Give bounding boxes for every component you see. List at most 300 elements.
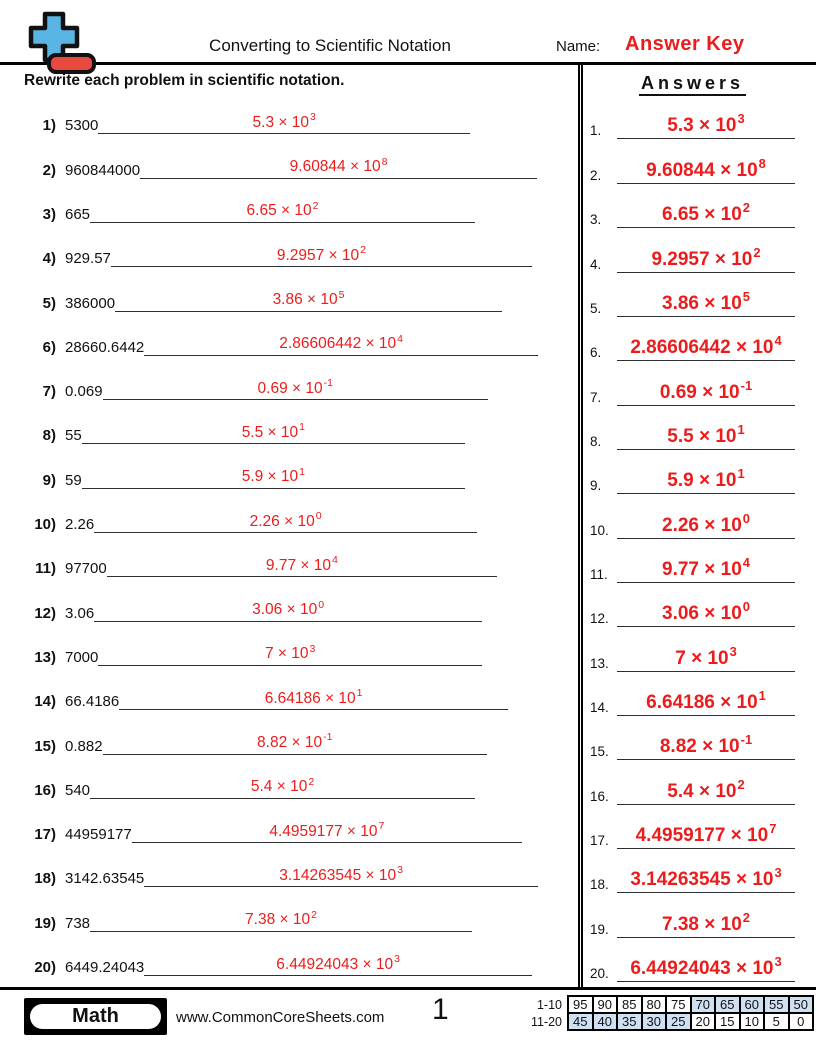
problem-row	[24, 367, 578, 411]
problems-column	[0, 65, 578, 987]
answer-number: 5.	[590, 300, 602, 316]
answer-blank-line	[617, 859, 795, 893]
answer-base: 2.26 × 10	[662, 514, 742, 536]
instruction-text: Rewrite each problem in scientific notation.	[24, 72, 345, 89]
answer-base: 6.64186 × 10	[264, 689, 356, 707]
answer-exponent: 1	[737, 466, 745, 482]
grade-cell: 75	[666, 996, 691, 1013]
answer-exponent: -1	[323, 377, 333, 390]
answer-exponent: 3	[774, 865, 782, 881]
answer-base: 7 × 10	[264, 645, 309, 663]
main-content	[0, 62, 816, 987]
answer-base: 5.4 × 10	[250, 778, 308, 796]
answer-exponent: 3	[309, 111, 316, 124]
answer-number: 20.	[590, 966, 609, 981]
answer-number: 16.	[590, 788, 609, 804]
answer-row	[590, 677, 795, 721]
problem-row	[24, 411, 578, 455]
answer-value	[662, 599, 750, 626]
answer-blank-line	[617, 815, 795, 849]
problem-row	[24, 854, 578, 898]
problem-number: 8)	[42, 427, 56, 445]
problem-number: 6)	[42, 338, 56, 356]
answer-exponent: 1	[737, 421, 745, 437]
answer-blank-line	[617, 416, 795, 450]
grade-cell: 60	[740, 996, 765, 1013]
answer-base: 2.86606442 × 10	[279, 335, 397, 353]
answer-blank-line	[90, 902, 472, 932]
subject-badge	[24, 998, 167, 1035]
answer-base: 7.38 × 10	[662, 913, 742, 935]
answer-exponent: 5	[742, 288, 750, 304]
answer-exponent: 1	[356, 687, 363, 700]
answer-blank-line	[119, 680, 508, 710]
answer-base: 4.4959177 × 10	[635, 824, 769, 846]
answer-base: 9.60844 × 10	[646, 159, 758, 181]
commoncoresheets-logo	[18, 10, 98, 81]
problem-row	[24, 455, 578, 499]
problem-value: 3.06	[65, 604, 95, 622]
problem-number: 3)	[42, 205, 56, 223]
grade-cell: 55	[764, 996, 789, 1013]
problem-row	[24, 943, 578, 987]
answer-value	[651, 244, 761, 272]
answer-blank-line	[144, 857, 538, 887]
answer-number: 2.	[590, 167, 602, 183]
minus-icon	[49, 55, 94, 72]
answer-exponent: 2	[742, 200, 750, 216]
answers-title: Answers	[639, 73, 746, 96]
answer-value	[662, 909, 750, 937]
answer-blank-line	[107, 547, 497, 577]
answer-blank-line	[617, 948, 795, 982]
answer-number: 15.	[590, 744, 609, 760]
problem-row	[24, 234, 578, 278]
problem-number: 13)	[34, 648, 56, 666]
answer-base: 6.44924043 × 10	[630, 958, 774, 979]
answer-value	[667, 421, 745, 449]
header	[0, 0, 816, 62]
answer-base: 3.14263545 × 10	[279, 866, 397, 884]
answer-number: 12.	[590, 611, 609, 627]
answer-base: 5.5 × 10	[241, 423, 299, 441]
answer-exponent: 2	[737, 776, 745, 792]
answer-exponent: 3	[737, 111, 745, 127]
answer-exponent: 2	[312, 199, 319, 212]
answer-row	[590, 588, 795, 632]
answer-exponent: 4	[774, 333, 782, 349]
grade-cell: 10	[740, 1013, 765, 1030]
answer-number: 18.	[590, 877, 609, 893]
problem-row	[24, 190, 578, 234]
problems-list	[24, 101, 578, 987]
problem-row	[24, 898, 578, 942]
written-answer	[252, 598, 325, 621]
problem-value: 66.4186	[65, 693, 120, 711]
answer-row	[590, 411, 795, 455]
answer-base: 8.82 × 10	[257, 734, 323, 752]
problem-value: 59	[65, 471, 82, 489]
written-answer	[265, 554, 338, 577]
answer-blank-line	[98, 636, 482, 666]
answer-blank-line	[132, 813, 522, 843]
problem-number: 12)	[34, 604, 56, 622]
answer-row	[590, 322, 795, 366]
answer-blank-line	[82, 459, 465, 489]
answer-base: 5.9 × 10	[667, 470, 737, 492]
problem-row	[24, 721, 578, 765]
grade-cell: 35	[617, 1013, 642, 1030]
problem-number: 2)	[42, 161, 56, 179]
problem-row	[24, 677, 578, 721]
answer-value	[630, 333, 782, 360]
answer-blank-line	[111, 237, 532, 267]
answer-base: 7 × 10	[675, 647, 729, 669]
answer-exponent: 8	[758, 155, 766, 171]
problem-number: 10)	[34, 516, 56, 534]
problem-number: 18)	[34, 870, 56, 888]
answer-exponent: 1	[299, 421, 305, 434]
answer-blank-line	[103, 370, 488, 400]
answer-base: 9.77 × 10	[662, 558, 742, 580]
answer-exponent: -1	[323, 731, 333, 744]
grade-cell: 40	[593, 1013, 618, 1030]
answer-row	[590, 278, 795, 322]
answer-base: 4.4959177 × 10	[269, 822, 378, 840]
written-answer	[246, 199, 319, 222]
answer-exponent: 2	[311, 908, 317, 921]
answer-blank-line	[94, 503, 477, 533]
page-number: 1	[432, 993, 449, 1026]
grade-row-label: 1-10	[536, 997, 562, 1012]
answer-base: 6.65 × 10	[662, 204, 742, 226]
answer-row	[590, 455, 795, 499]
grade-cell: 50	[789, 996, 814, 1013]
answer-exponent: 7	[769, 820, 777, 836]
answer-number: 1.	[590, 123, 602, 139]
answer-exponent: 0	[318, 598, 325, 611]
answer-exponent: 2	[360, 244, 367, 257]
answer-base: 6.65 × 10	[246, 202, 312, 220]
answer-exponent: 2	[308, 775, 315, 788]
written-answer	[257, 731, 333, 754]
answer-base: 5.3 × 10	[252, 113, 309, 131]
answer-blank-line	[617, 327, 795, 361]
problem-row	[24, 810, 578, 854]
answer-number: 9.	[590, 478, 602, 494]
page-title: Converting to Scientific Notation	[209, 36, 451, 55]
answer-value	[630, 954, 782, 981]
problem-number: 1)	[42, 117, 56, 135]
answer-blank-line	[115, 282, 502, 312]
problem-number: 14)	[34, 693, 56, 711]
answers-column	[578, 65, 816, 987]
answer-blank-line	[144, 946, 532, 976]
answer-base: 3.06 × 10	[252, 601, 318, 619]
answer-blank-line	[617, 194, 795, 228]
answer-value	[662, 200, 750, 227]
answer-base: 5.9 × 10	[241, 468, 299, 486]
answer-base: 2.26 × 10	[249, 512, 315, 530]
website-url: www.CommonCoreSheets.com	[176, 1009, 385, 1026]
problem-row	[24, 633, 578, 677]
answer-blank-line	[617, 372, 795, 406]
answer-exponent: -1	[740, 732, 753, 748]
grade-cell: 15	[715, 1013, 740, 1030]
answer-row	[590, 100, 795, 144]
answer-row	[590, 765, 795, 809]
answer-exponent: 4	[397, 332, 403, 345]
written-answer	[279, 864, 403, 887]
answer-number: 7.	[590, 389, 602, 405]
answer-value	[667, 466, 745, 493]
answer-value	[659, 377, 753, 405]
answer-value	[667, 776, 745, 804]
answer-exponent: 3	[394, 952, 400, 965]
answer-number: 8.	[590, 433, 602, 449]
grade-cell: 0	[789, 1013, 814, 1030]
answer-blank-line	[103, 725, 487, 755]
answer-blank-line	[617, 505, 795, 539]
answer-blank-line	[617, 904, 795, 938]
answer-blank-line	[617, 460, 795, 494]
answer-row	[590, 943, 795, 987]
problem-row	[24, 278, 578, 322]
answer-exponent: 3	[397, 864, 403, 877]
answer-exponent: 7	[378, 820, 385, 833]
problem-value: 386000	[65, 294, 116, 312]
answer-number: 14.	[590, 699, 609, 715]
answer-blank-line	[617, 682, 795, 716]
plus-minus-logo-icon	[18, 10, 98, 76]
answer-blank-line	[82, 414, 465, 444]
answer-blank-line	[617, 638, 795, 672]
grade-cell: 95	[568, 996, 593, 1013]
problem-number: 11)	[35, 560, 56, 578]
problem-row	[24, 500, 578, 544]
answer-value	[659, 732, 753, 759]
answer-exponent: 4	[331, 554, 338, 567]
answer-base: 0.69 × 10	[659, 381, 740, 403]
answer-exponent: 5	[338, 288, 345, 301]
problem-value: 540	[65, 781, 91, 799]
problem-value: 5300	[65, 117, 99, 135]
answer-base: 5.3 × 10	[667, 115, 737, 137]
answer-number: 4.	[590, 256, 602, 272]
answer-base: 5.4 × 10	[667, 780, 737, 802]
answer-exponent: 8	[381, 155, 388, 168]
answer-blank-line	[617, 771, 795, 805]
answer-key-label: Answer Key	[625, 33, 745, 55]
written-answer	[252, 111, 316, 134]
grade-cell: 45	[568, 1013, 593, 1030]
grade-cell: 90	[593, 996, 618, 1013]
answer-number: 13.	[590, 655, 609, 671]
written-answer	[272, 288, 345, 311]
grading-table	[522, 995, 814, 1031]
problem-value: 3142.63545	[65, 870, 145, 888]
problem-row	[24, 544, 578, 588]
answer-blank-line	[617, 593, 795, 627]
answer-base: 9.2957 × 10	[276, 246, 360, 264]
answer-blank-line	[617, 283, 795, 317]
problem-number: 5)	[42, 294, 56, 312]
answer-blank-line	[617, 726, 795, 760]
answer-number: 19.	[590, 921, 609, 937]
problem-row	[24, 766, 578, 810]
answer-value	[662, 510, 750, 538]
answer-exponent: 3	[309, 642, 316, 655]
problem-value: 44959177	[65, 826, 132, 844]
problem-number: 17)	[34, 826, 56, 844]
written-answer	[241, 465, 305, 488]
problem-value: 28660.6442	[65, 338, 145, 356]
problem-value: 665	[65, 205, 91, 223]
grade-cell: 20	[691, 1013, 716, 1030]
answer-row	[590, 144, 795, 188]
answer-base: 3.86 × 10	[272, 291, 338, 309]
answer-blank-line	[617, 549, 795, 583]
grade-cell: 80	[642, 996, 667, 1013]
answer-base: 6.44924043 × 10	[276, 955, 394, 973]
grade-row-label: 11-20	[530, 1014, 562, 1029]
problem-value: 929.57	[65, 250, 111, 268]
problem-value: 960844000	[65, 161, 141, 179]
answer-base: 3.14263545 × 10	[630, 869, 774, 891]
answer-value	[662, 288, 750, 316]
problem-row	[24, 101, 578, 145]
answer-value	[662, 554, 750, 582]
answer-base: 2.86606442 × 10	[630, 337, 774, 359]
written-answer	[257, 377, 333, 400]
answer-base: 3.86 × 10	[662, 292, 742, 314]
subject-label: Math	[28, 1002, 163, 1031]
written-answer	[289, 155, 388, 178]
written-answer	[245, 908, 317, 931]
written-answer	[249, 510, 322, 533]
answer-row	[590, 810, 795, 854]
grade-cell: 25	[666, 1013, 691, 1030]
written-answer	[269, 820, 385, 843]
grade-cell: 30	[642, 1013, 667, 1030]
grade-cell: 85	[617, 996, 642, 1013]
answer-exponent: 0	[742, 599, 750, 615]
grade-cell: 5	[764, 1013, 789, 1030]
problem-number: 16)	[34, 781, 56, 799]
answer-value	[675, 643, 737, 671]
answer-exponent: 3	[774, 954, 782, 969]
problem-row	[24, 323, 578, 367]
answer-blank-line	[617, 105, 795, 139]
problem-number: 19)	[34, 914, 56, 932]
answers-header	[590, 65, 795, 100]
answer-base: 7.38 × 10	[245, 911, 311, 929]
answer-number: 11.	[590, 566, 608, 582]
answer-value	[646, 155, 766, 183]
answer-exponent: -1	[740, 377, 753, 393]
answer-base: 8.82 × 10	[659, 736, 740, 758]
problem-number: 20)	[34, 959, 56, 976]
answer-base: 9.60844 × 10	[289, 158, 381, 176]
answer-value	[630, 865, 782, 892]
answer-blank-line	[617, 239, 795, 273]
written-answer	[276, 244, 367, 267]
answer-number: 10.	[590, 522, 609, 538]
answer-blank-line	[94, 592, 482, 622]
footer	[0, 987, 816, 1053]
answers-list	[590, 100, 795, 987]
answer-row	[590, 854, 795, 898]
problem-value: 55	[65, 427, 82, 445]
answer-value	[646, 687, 766, 715]
written-answer	[264, 642, 316, 665]
answer-exponent: 1	[758, 687, 766, 703]
answer-row	[590, 366, 795, 410]
answer-blank-line	[90, 769, 475, 799]
answer-exponent: 0	[742, 510, 750, 526]
problem-number: 9)	[42, 471, 56, 489]
problem-value: 7000	[65, 648, 99, 666]
answer-row	[590, 189, 795, 233]
problem-value: 97700	[65, 560, 107, 578]
problem-value: 6449.24043	[65, 959, 145, 976]
written-answer	[241, 421, 305, 444]
grade-cell: 65	[715, 996, 740, 1013]
answer-row	[590, 721, 795, 765]
answer-blank-line	[140, 149, 537, 179]
grade-cell: 70	[691, 996, 716, 1013]
answer-blank-line	[98, 104, 470, 134]
answer-row	[590, 233, 795, 277]
answer-base: 5.5 × 10	[667, 425, 737, 447]
answer-base: 6.64186 × 10	[646, 691, 758, 713]
answer-exponent: 3	[729, 643, 737, 659]
answer-number: 6.	[590, 345, 602, 361]
problem-value: 0.882	[65, 737, 103, 755]
answer-base: 9.77 × 10	[265, 556, 331, 574]
written-answer	[250, 775, 315, 798]
answer-value	[635, 820, 777, 848]
answer-base: 0.69 × 10	[257, 379, 323, 397]
answer-base: 3.06 × 10	[662, 603, 742, 625]
answer-number: 3.	[590, 212, 602, 228]
answer-exponent: 2	[753, 244, 761, 260]
problem-number: 7)	[42, 383, 56, 401]
name-label: Name:	[556, 38, 601, 55]
answer-exponent: 2	[742, 909, 750, 925]
written-answer	[279, 332, 403, 355]
problem-row	[24, 145, 578, 189]
problem-value: 2.26	[65, 516, 95, 534]
answer-value	[667, 111, 745, 138]
problem-number: 15)	[34, 737, 56, 755]
problem-value: 738	[65, 914, 91, 932]
answer-row	[590, 544, 795, 588]
written-answer	[276, 952, 400, 976]
problem-number: 4)	[42, 250, 56, 268]
written-answer	[264, 687, 363, 710]
problem-value: 0.069	[65, 383, 103, 401]
problem-row	[24, 588, 578, 632]
answer-exponent: 0	[315, 510, 322, 522]
answer-blank-line	[144, 326, 538, 356]
answer-row	[590, 499, 795, 543]
answer-row	[590, 898, 795, 942]
answer-exponent: 1	[299, 465, 305, 478]
answer-base: 9.2957 × 10	[651, 248, 753, 270]
answer-exponent: 4	[742, 554, 750, 570]
answer-row	[590, 632, 795, 676]
